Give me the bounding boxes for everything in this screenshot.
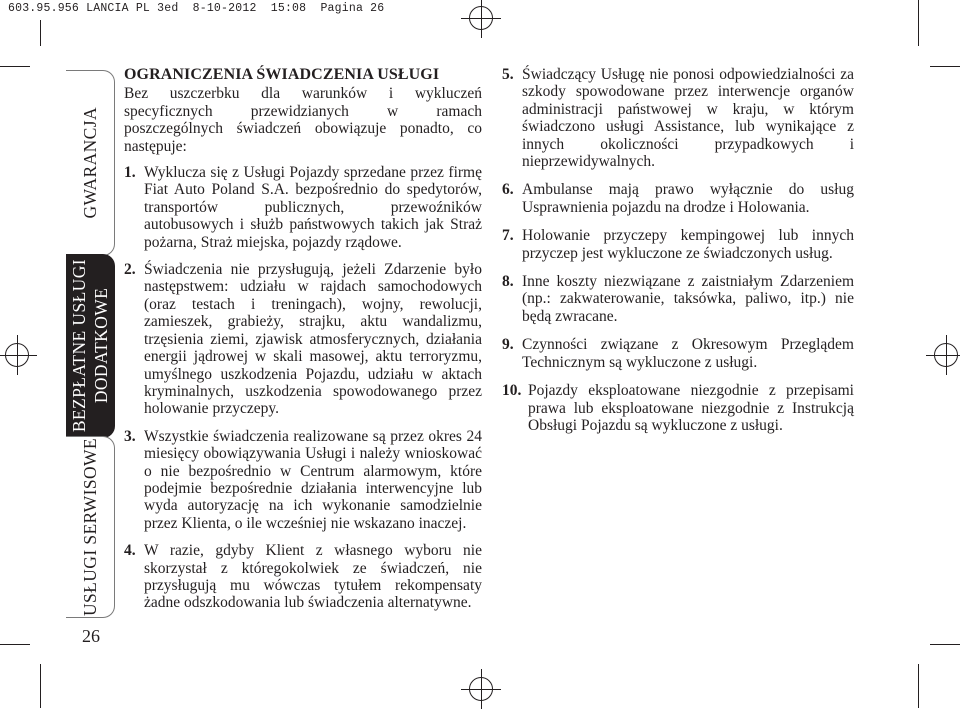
tab-uslugi-serwisowe-label: USŁUGI SERWISOWE (80, 438, 100, 616)
item-text: Świadczący Usługę nie ponosi odpowiedzialności za szkody spowodowane przez interwencje organów administracji państwowej w kraju, w którym świadczono usługi Assistance, lub wynikające z innych okoliczności przypadkowych i nieprzewidywalnych. (522, 66, 854, 171)
crop-mark (0, 644, 30, 645)
crop-mark (40, 664, 41, 708)
tab-label-line-2: DODATKOWE (91, 288, 111, 404)
crop-mark (918, 664, 919, 708)
list-item (502, 181, 854, 216)
tab-gwarancja[interactable] (66, 70, 115, 256)
item-number: 4. (124, 542, 136, 560)
item-text: Wyklucza się z Usługi Pojazdy sprzedane przez firmę Fiat Auto Poland S.A. bezpośrednio do spedytorów, transportów publicznych, przewoźników autobusowych i służb państwowych takich jak Straż pożarna, Straż miejska, pojazdy rządowe. (144, 164, 482, 251)
item-text: Czynności związane z Okresowym Przeglądem Technicznym są wykluczone z usługi. (522, 336, 854, 371)
left-column (124, 66, 482, 622)
crop-mark (0, 66, 30, 67)
crop-mark (930, 66, 960, 67)
item-number: 2. (124, 261, 136, 279)
item-text: Holowanie przyczepy kempingowej lub innych przyczep jest wykluczone ze świadczonych usług. (522, 227, 854, 262)
list-item (502, 273, 854, 325)
crop-mark (930, 644, 960, 645)
list-item (124, 164, 482, 251)
item-number: 1. (124, 164, 136, 182)
registration-mark-icon (5, 343, 29, 367)
item-text: Pojazdy eksploatowane niezgodnie z przepisami prawa lub eksploatowane niezgodnie z Instrukcją Obsługi Pojazdu są wykluczone z usługi. (528, 382, 854, 434)
item-number: 3. (124, 427, 136, 445)
tab-bezplatne-uslugi-label (68, 259, 112, 432)
item-text: W razie, gdyby Klient z własnego wyboru nie skorzystał z któregokolwiek ze świadczeń, nie przysługują mu wówczas tytułem rekompensaty żadne odszkodowania lub świadczenia alternatywne. (144, 542, 482, 612)
list-item (124, 542, 482, 612)
list-item (502, 66, 854, 170)
intro-paragraph: Bez uszczerbku dla warunków i wykluczeń specyficznych przewidzianych w ramach poszczególnych świadczeń obowiązuje ponadto, co następuje: (124, 85, 482, 155)
registration-mark-icon (934, 343, 958, 367)
item-number: 10. (502, 382, 522, 400)
section-title: OGRANICZENIA ŚWIADCZENIA USŁUGI (124, 66, 440, 83)
list-item (502, 336, 854, 371)
list-item (502, 227, 854, 262)
list-item (502, 382, 854, 434)
item-number: 9. (502, 336, 514, 354)
item-text: Inne koszty niezwiązane z zaistniałym Zdarzeniem (np.: zakwaterowanie, taksówka, paliwo, itp.) nie będą zwracane. (522, 273, 854, 325)
registration-mark-icon (469, 6, 493, 30)
item-number: 6. (502, 181, 514, 199)
right-column (502, 66, 854, 445)
registration-mark-icon (469, 677, 493, 701)
item-number: 7. (502, 227, 514, 245)
crop-mark (918, 0, 919, 46)
tab-bezplatne-uslugi-dodatkowe[interactable] (66, 254, 115, 438)
tab-gwarancja-label: GWARANCJA (80, 107, 100, 219)
item-text: Świadczenia nie przysługują, jeżeli Zdarzenie było następstwem: udziału w rajdach samochodowych (oraz testach i treningach), wojny, rewolucji, zamieszek, grabieży, strajku, aktu wandalizmu, trzęsienia ziemi, zjawisk atmosferycznych, działania energii jądrowej w skali masowej, aktu terroryzmu, umyślnego uszkodzenia Pojazdu, udziału w aktach kryminalnych, uszkodzenia spowodowanego przez holowanie przyczepy. (144, 261, 482, 418)
list-item (124, 261, 482, 418)
tab-uslugi-serwisowe[interactable] (66, 436, 115, 618)
list-item (124, 428, 482, 532)
item-text: Wszystkie świadczenia realizowane są przez okres 24 miesięcy obowiązywania Usługi i należy wnioskować o nie bezpośrednio w Centrum alarmowym, które podejmie bezpośrednie działania interwencyjne lub wyda autoryzację na ich wykonanie samodzielnie przez Klienta, o ile wcześniej nie wskazano inaczej. (144, 427, 482, 532)
page-number: 26 (82, 626, 100, 646)
tab-label-line-1: BEZPŁATNE USŁUGI (69, 259, 89, 433)
crop-mark (40, 20, 41, 46)
print-header: 603.95.956 LANCIA PL 3ed 8-10-2012 15:08 Pagina 26 (8, 2, 385, 15)
item-number: 8. (502, 273, 514, 291)
item-number: 5. (502, 66, 514, 83)
item-text: Ambulanse mają prawo wyłącznie do usług Usprawnienia pojazdu na drodze i Holowania. (522, 181, 854, 216)
